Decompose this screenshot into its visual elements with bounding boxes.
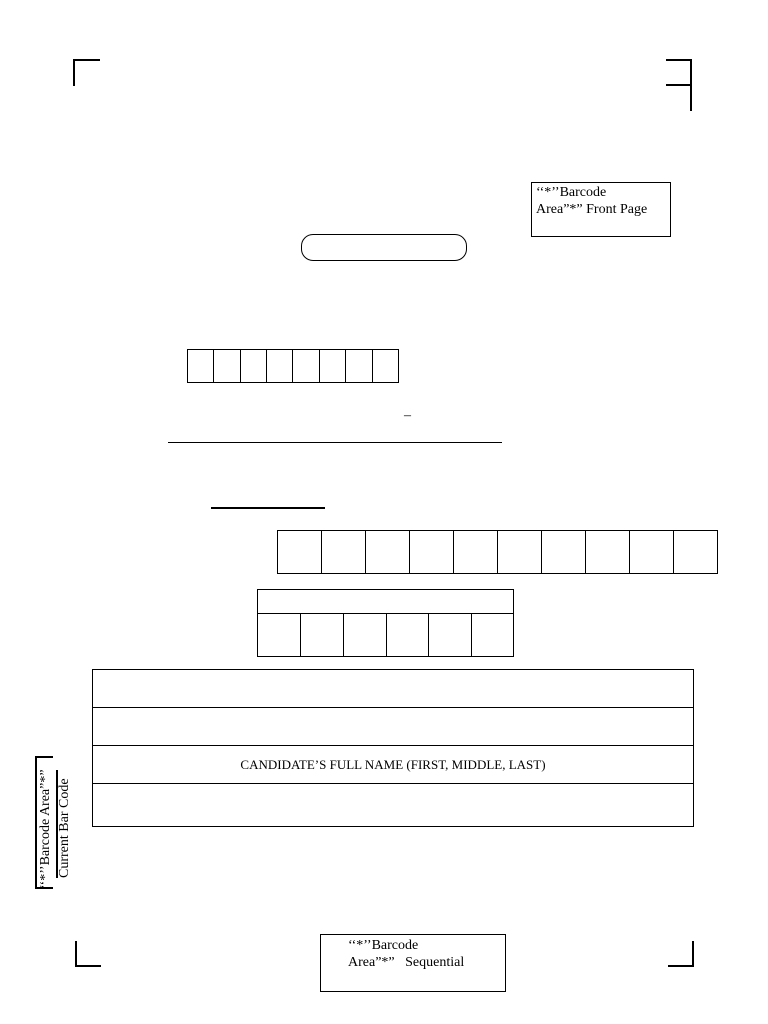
digit-box[interactable] [266,349,293,383]
signature-line [168,442,502,443]
digit-box[interactable] [365,530,410,574]
digit-box[interactable] [319,349,346,383]
barcode-area-current-line1: ‘‘*’’Barcode Area”*” [38,769,53,889]
corner-mark-bottom-left-v [75,941,77,967]
digit-box[interactable] [321,530,366,574]
barcode-sequential-line1: ‘‘*’’Barcode [348,938,419,953]
barcode-front-line1: ‘‘*’’Barcode [536,185,607,200]
barcode-area-front-page [531,182,671,237]
digit-box[interactable] [345,349,373,383]
digit-box[interactable] [453,530,498,574]
name-table-row[interactable] [93,707,693,745]
candidate-name-table [92,669,694,827]
digit-box[interactable] [409,530,454,574]
barcode-area-sequential [320,934,506,992]
barcode-front-line2: Area”*” Front Page [536,202,648,217]
dash-mark: – [404,408,411,423]
short-underline [211,507,325,509]
digit-box[interactable] [300,613,344,657]
digit-box[interactable] [240,349,267,383]
digit-box[interactable] [343,613,387,657]
digit-boxes-row-2 [277,530,718,574]
digit-box[interactable] [673,530,718,574]
corner-mark-top-right-v [690,59,692,111]
digit-box[interactable] [372,349,399,383]
corner-mark-bottom-right-v [692,941,694,967]
digit-box[interactable] [471,613,514,657]
candidate-full-name-row [93,745,693,783]
digit-boxes-row-3 [257,613,514,657]
corner-mark-top-left-v [73,59,75,86]
date-header-box [257,589,514,614]
corner-mark-bottom-right-h [668,965,694,967]
name-table-row[interactable] [93,670,693,707]
digit-box[interactable] [257,613,301,657]
digit-box[interactable] [292,349,320,383]
digit-box[interactable] [386,613,429,657]
digit-boxes-row-1 [187,349,399,383]
corner-mark-top-left-h [73,59,100,61]
digit-box[interactable] [541,530,586,574]
corner-mark-top-right-h1 [666,59,692,61]
digit-box[interactable] [277,530,322,574]
corner-mark-top-right-h2 [666,84,692,86]
barcode-sequential-line2: Area”*” Sequential [348,955,465,970]
digit-box[interactable] [187,349,214,383]
name-table-row[interactable] [93,783,693,825]
barcode-area-current-line2: Current Bar Code [57,778,72,878]
digit-box[interactable] [497,530,542,574]
corner-mark-bottom-left-h [75,965,101,967]
digit-box[interactable] [629,530,674,574]
digit-box[interactable] [585,530,630,574]
rounded-input-field[interactable] [301,234,467,261]
candidate-full-name-label: CANDIDATE’S FULL NAME (FIRST, MIDDLE, LAST) [240,756,546,772]
digit-box[interactable] [213,349,241,383]
digit-box[interactable] [428,613,472,657]
